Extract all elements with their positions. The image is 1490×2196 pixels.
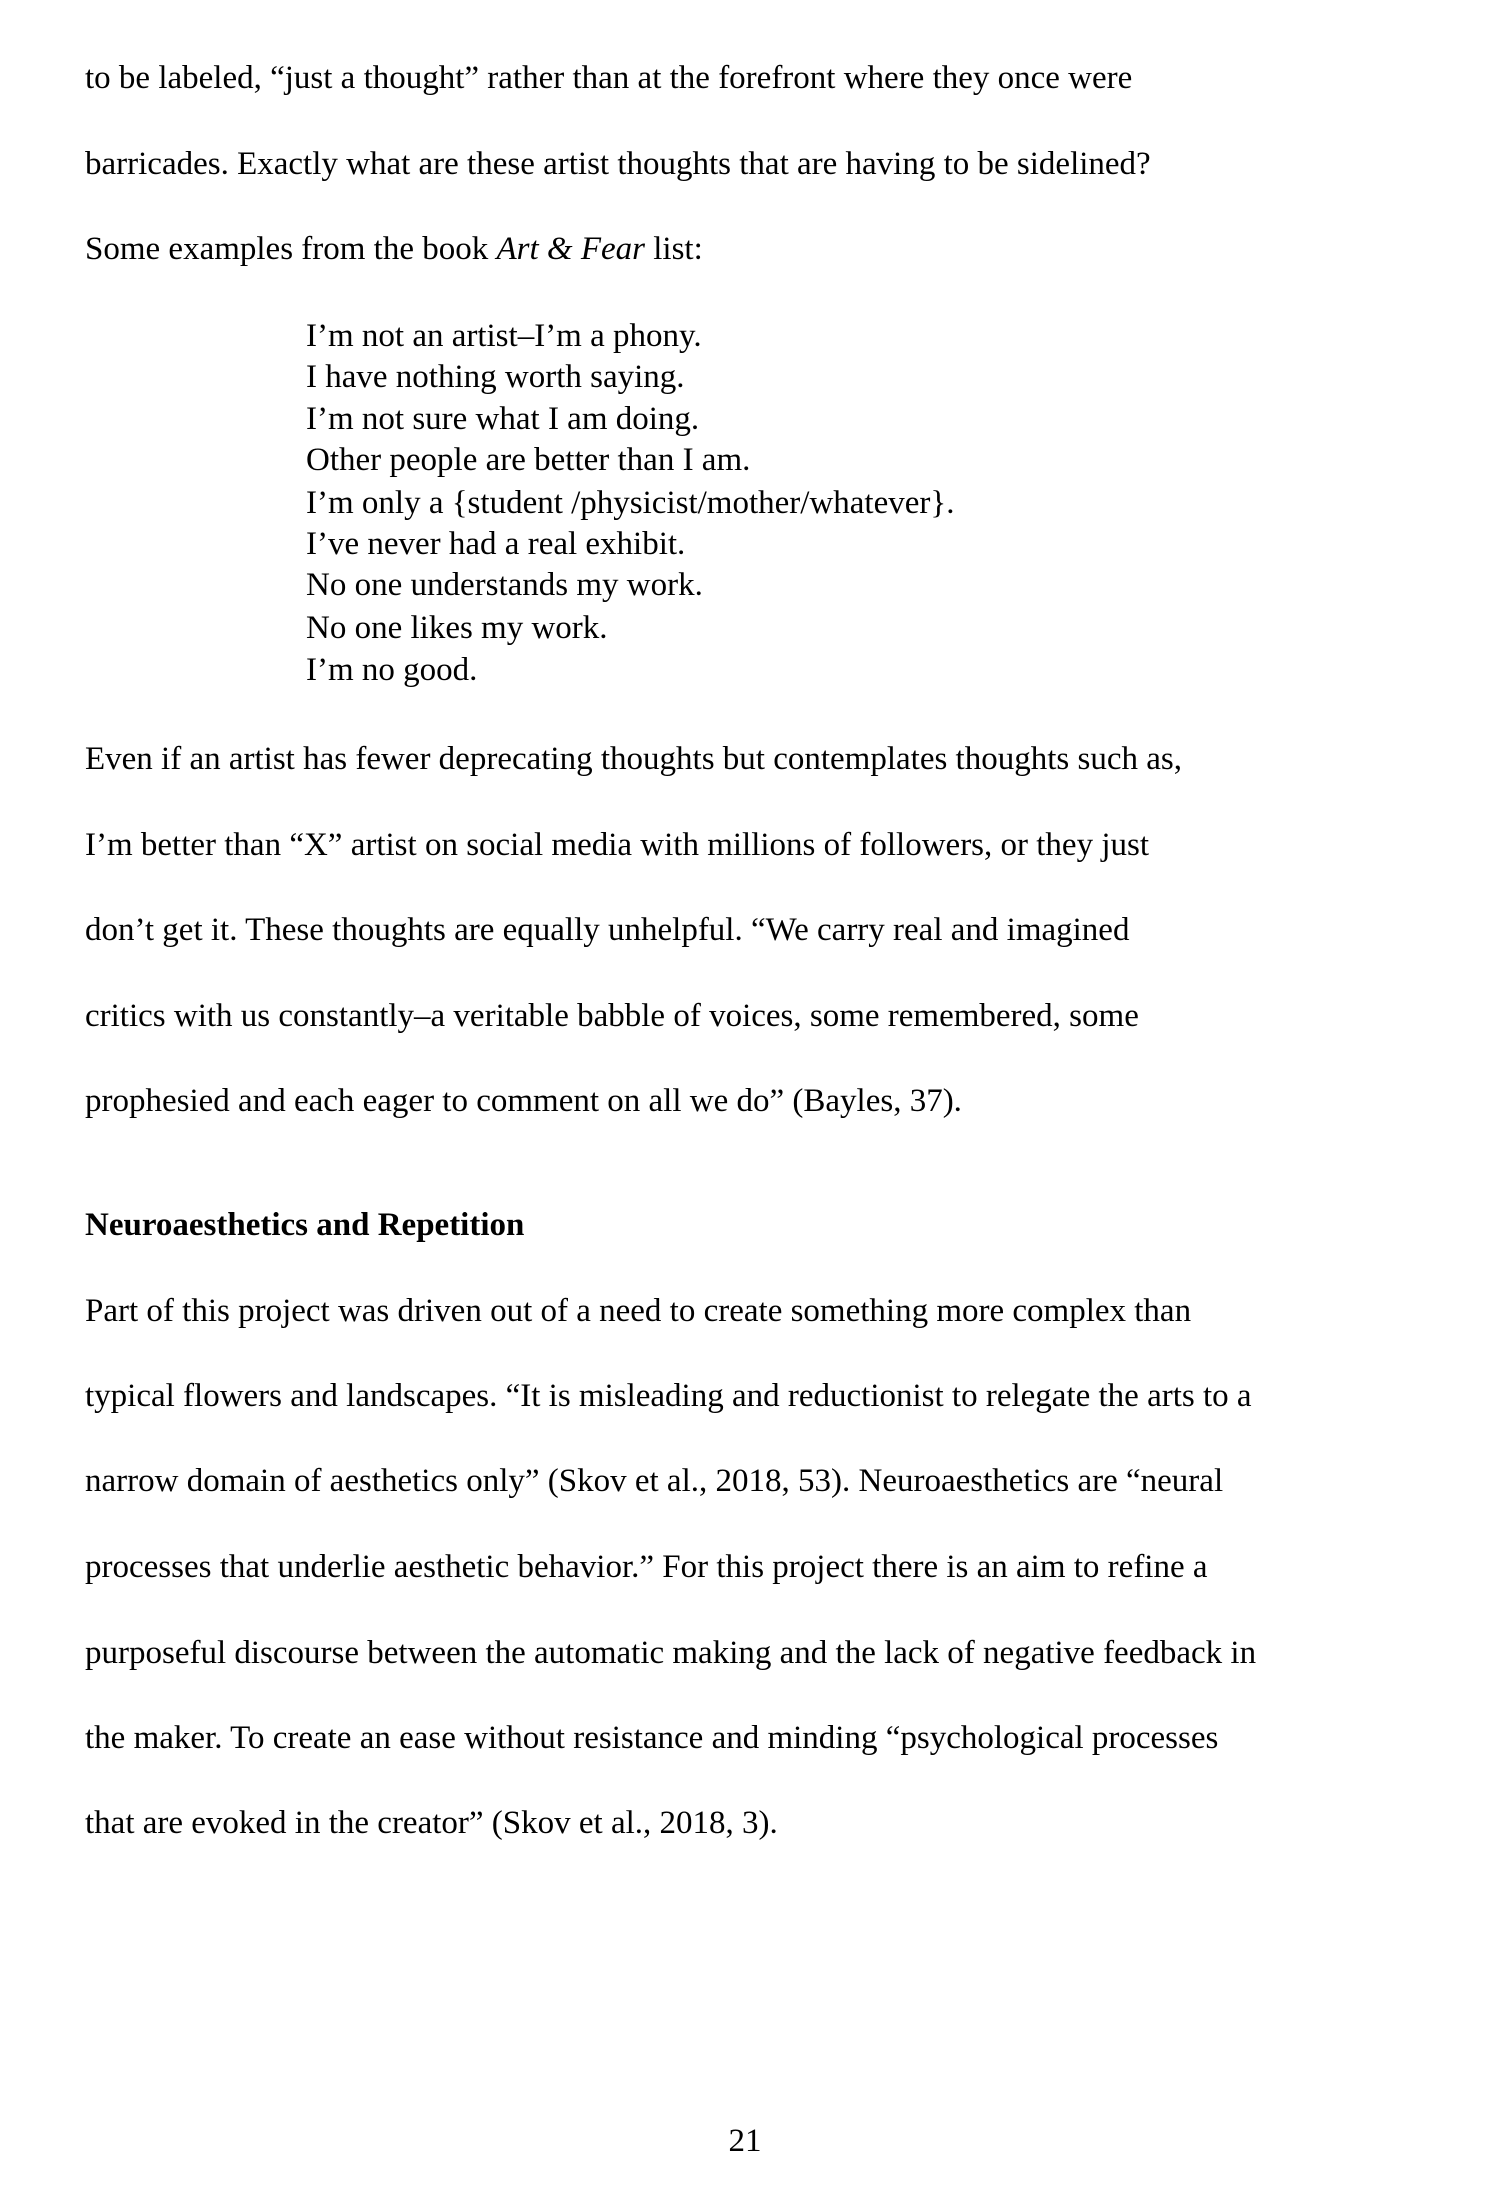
paragraph-line: [85, 229, 703, 269]
paragraph-line: critics with us constantly–a veritable babble of voices, some remembered, some: [85, 998, 1139, 1034]
paragraph-line: typical flowers and landscapes. “It is misleading and reductionist to relegate the arts to a: [85, 1378, 1252, 1414]
paragraph-line: processes that underlie aesthetic behavior.” For this project there is an aim to refine a: [85, 1549, 1208, 1585]
paragraph-line: prophesied and each eager to comment on all we do” (Bayles, 37).: [85, 1083, 962, 1119]
paragraph-line: the maker. To create an ease without resistance and minding “psychological processes: [85, 1720, 1219, 1756]
section-heading: Neuroaesthetics and Repetition: [85, 1207, 525, 1243]
list-item: I have nothing worth saying.: [306, 359, 685, 395]
paragraph-line: purposeful discourse between the automatic making and the lack of negative feedback in: [85, 1635, 1257, 1671]
list-item: No one likes my work.: [306, 610, 608, 646]
list-item: I’m not an artist–I’m a phony.: [306, 318, 702, 354]
text: Some examples from the book: [85, 231, 497, 267]
list-item: I’ve never had a real exhibit.: [306, 526, 686, 562]
list-item: I’m not sure what I am doing.: [306, 401, 700, 437]
list-item: I’m no good.: [306, 652, 478, 688]
list-item: No one understands my work.: [306, 567, 703, 603]
paragraph-line: don’t get it. These thoughts are equally unhelpful. “We carry real and imagined: [85, 912, 1130, 948]
page-number: 21: [728, 2123, 762, 2159]
paragraph-line: I’m better than “X” artist on social media with millions of followers, or they just: [85, 827, 1150, 863]
paragraph-line: that are evoked in the creator” (Skov et al., 2018, 3).: [85, 1805, 778, 1841]
paragraph-line: barricades. Exactly what are these artist thoughts that are having to be sidelined?: [85, 146, 1151, 182]
list-item: Other people are better than I am.: [306, 442, 751, 478]
paragraph-line: narrow domain of aesthetics only” (Skov et al., 2018, 53). Neuroaesthetics are “neural: [85, 1463, 1224, 1499]
paragraph-line: Part of this project was driven out of a need to create something more complex than: [85, 1293, 1192, 1329]
text: list:: [645, 231, 703, 267]
paragraph-line: to be labeled, “just a thought” rather than at the forefront where they once were: [85, 60, 1133, 96]
paragraph-line: Even if an artist has fewer deprecating thoughts but contemplates thoughts such as,: [85, 741, 1182, 777]
book-title: Art & Fear: [496, 231, 645, 267]
list-item: I’m only a {student /physicist/mother/whatever}.: [306, 485, 955, 521]
